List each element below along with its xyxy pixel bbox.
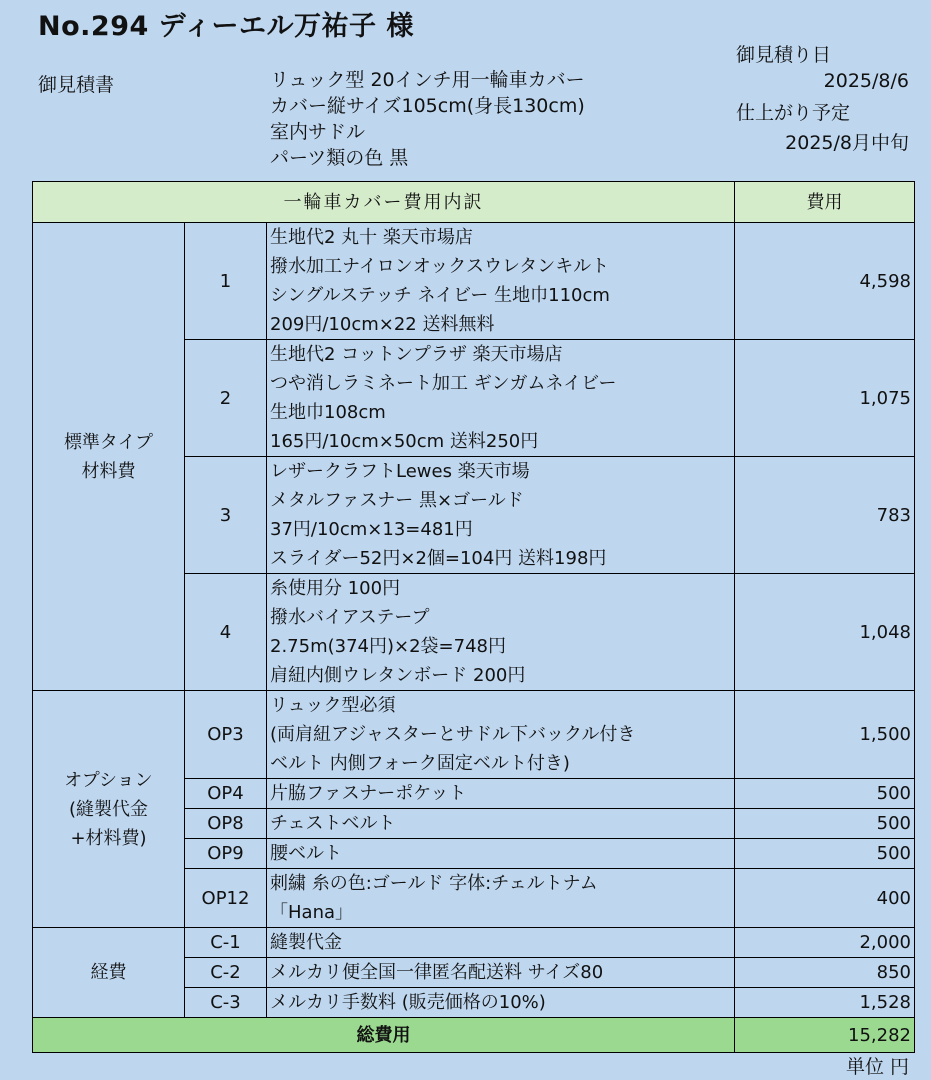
unit-label: 単位 円 bbox=[845, 1056, 909, 1078]
row-number: 2 bbox=[185, 340, 267, 457]
category-standard: 標準タイプ 材料費 bbox=[33, 223, 185, 691]
customer-title: No.294 ディーエル万祐子 様 bbox=[38, 11, 414, 42]
row-amount: 500 bbox=[735, 809, 915, 839]
row-number: C-2 bbox=[185, 958, 267, 988]
description-line-2: カバー縦サイズ105cm(身長130cm) bbox=[270, 95, 585, 117]
row-description: 腰ベルト bbox=[267, 839, 735, 869]
row-number: 4 bbox=[185, 574, 267, 691]
row-amount: 850 bbox=[735, 958, 915, 988]
row-number: OP8 bbox=[185, 809, 267, 839]
row-number: 1 bbox=[185, 223, 267, 340]
row-description: メルカリ手数料 (販売価格の10%) bbox=[267, 988, 735, 1018]
category-option: オプション (縫製代金 +材料費) bbox=[33, 691, 185, 928]
document-label: 御見積書 bbox=[38, 74, 115, 96]
row-number: OP9 bbox=[185, 839, 267, 869]
row-amount: 400 bbox=[735, 869, 915, 928]
category-expense: 経費 bbox=[33, 928, 185, 1018]
row-description: チェストベルト bbox=[267, 809, 735, 839]
row-number: C-3 bbox=[185, 988, 267, 1018]
row-amount: 1,528 bbox=[735, 988, 915, 1018]
row-description: レザークラフトLewes 楽天市場 メタルファスナー 黒×ゴールド 37円/10cm×13=481円 スライダー52円×2個=104円 送料198円 bbox=[267, 457, 735, 574]
row-number: C-1 bbox=[185, 928, 267, 958]
row-amount: 2,000 bbox=[735, 928, 915, 958]
row-description: 糸使用分 100円 撥水バイアステープ 2.75m(374円)×2袋=748円 肩紐内側ウレタンボード 200円 bbox=[267, 574, 735, 691]
description-line-1: リュック型 20インチ用一輪車カバー bbox=[270, 69, 585, 91]
completion-date: 2025/8月中旬 bbox=[785, 132, 909, 154]
total-row bbox=[33, 1018, 915, 1053]
row-description: 生地代2 コットンプラザ 楽天市場店 つや消しラミネート加工 ギンガムネイビー 生地巾108cm 165円/10cm×50cm 送料250円 bbox=[267, 340, 735, 457]
total-label: 総費用 bbox=[33, 1018, 735, 1053]
row-amount: 500 bbox=[735, 779, 915, 809]
row-amount: 1,075 bbox=[735, 340, 915, 457]
cost-breakdown-table bbox=[32, 181, 915, 1053]
row-description: 生地代2 丸十 楽天市場店 撥水加工ナイロンオックスウレタンキルト シングルステッチ ネイビー 生地巾110cm 209円/10cm×22 送料無料 bbox=[267, 223, 735, 340]
row-amount: 4,598 bbox=[735, 223, 915, 340]
completion-label: 仕上がり予定 bbox=[736, 102, 851, 124]
table-header-row bbox=[33, 182, 915, 223]
row-description: 縫製代金 bbox=[267, 928, 735, 958]
table-row bbox=[33, 223, 915, 340]
table-header-cost: 費用 bbox=[735, 182, 915, 223]
description-line-4: パーツ類の色 黒 bbox=[270, 147, 409, 169]
table-row bbox=[33, 928, 915, 958]
estimate-date: 2025/8/6 bbox=[823, 70, 909, 92]
row-amount: 1,500 bbox=[735, 691, 915, 779]
row-description: 刺繍 糸の色:ゴールド 字体:チェルトナム 「Hana」 bbox=[267, 869, 735, 928]
row-number: OP12 bbox=[185, 869, 267, 928]
total-amount: 15,282 bbox=[735, 1018, 915, 1053]
row-amount: 1,048 bbox=[735, 574, 915, 691]
row-description: 片脇ファスナーポケット bbox=[267, 779, 735, 809]
row-amount: 500 bbox=[735, 839, 915, 869]
row-number: OP4 bbox=[185, 779, 267, 809]
row-amount: 783 bbox=[735, 457, 915, 574]
estimate-date-label: 御見積り日 bbox=[736, 44, 832, 66]
table-header-title: 一輪車カバー費用内訳 bbox=[33, 182, 735, 223]
row-description: メルカリ便全国一律匿名配送料 サイズ80 bbox=[267, 958, 735, 988]
description-line-3: 室内サドル bbox=[270, 121, 366, 143]
row-number: OP3 bbox=[185, 691, 267, 779]
table-row bbox=[33, 691, 915, 779]
row-description: リュック型必須 (両肩紐アジャスターとサドル下バックル付き ベルト 内側フォーク固定ベルト付き) bbox=[267, 691, 735, 779]
row-number: 3 bbox=[185, 457, 267, 574]
